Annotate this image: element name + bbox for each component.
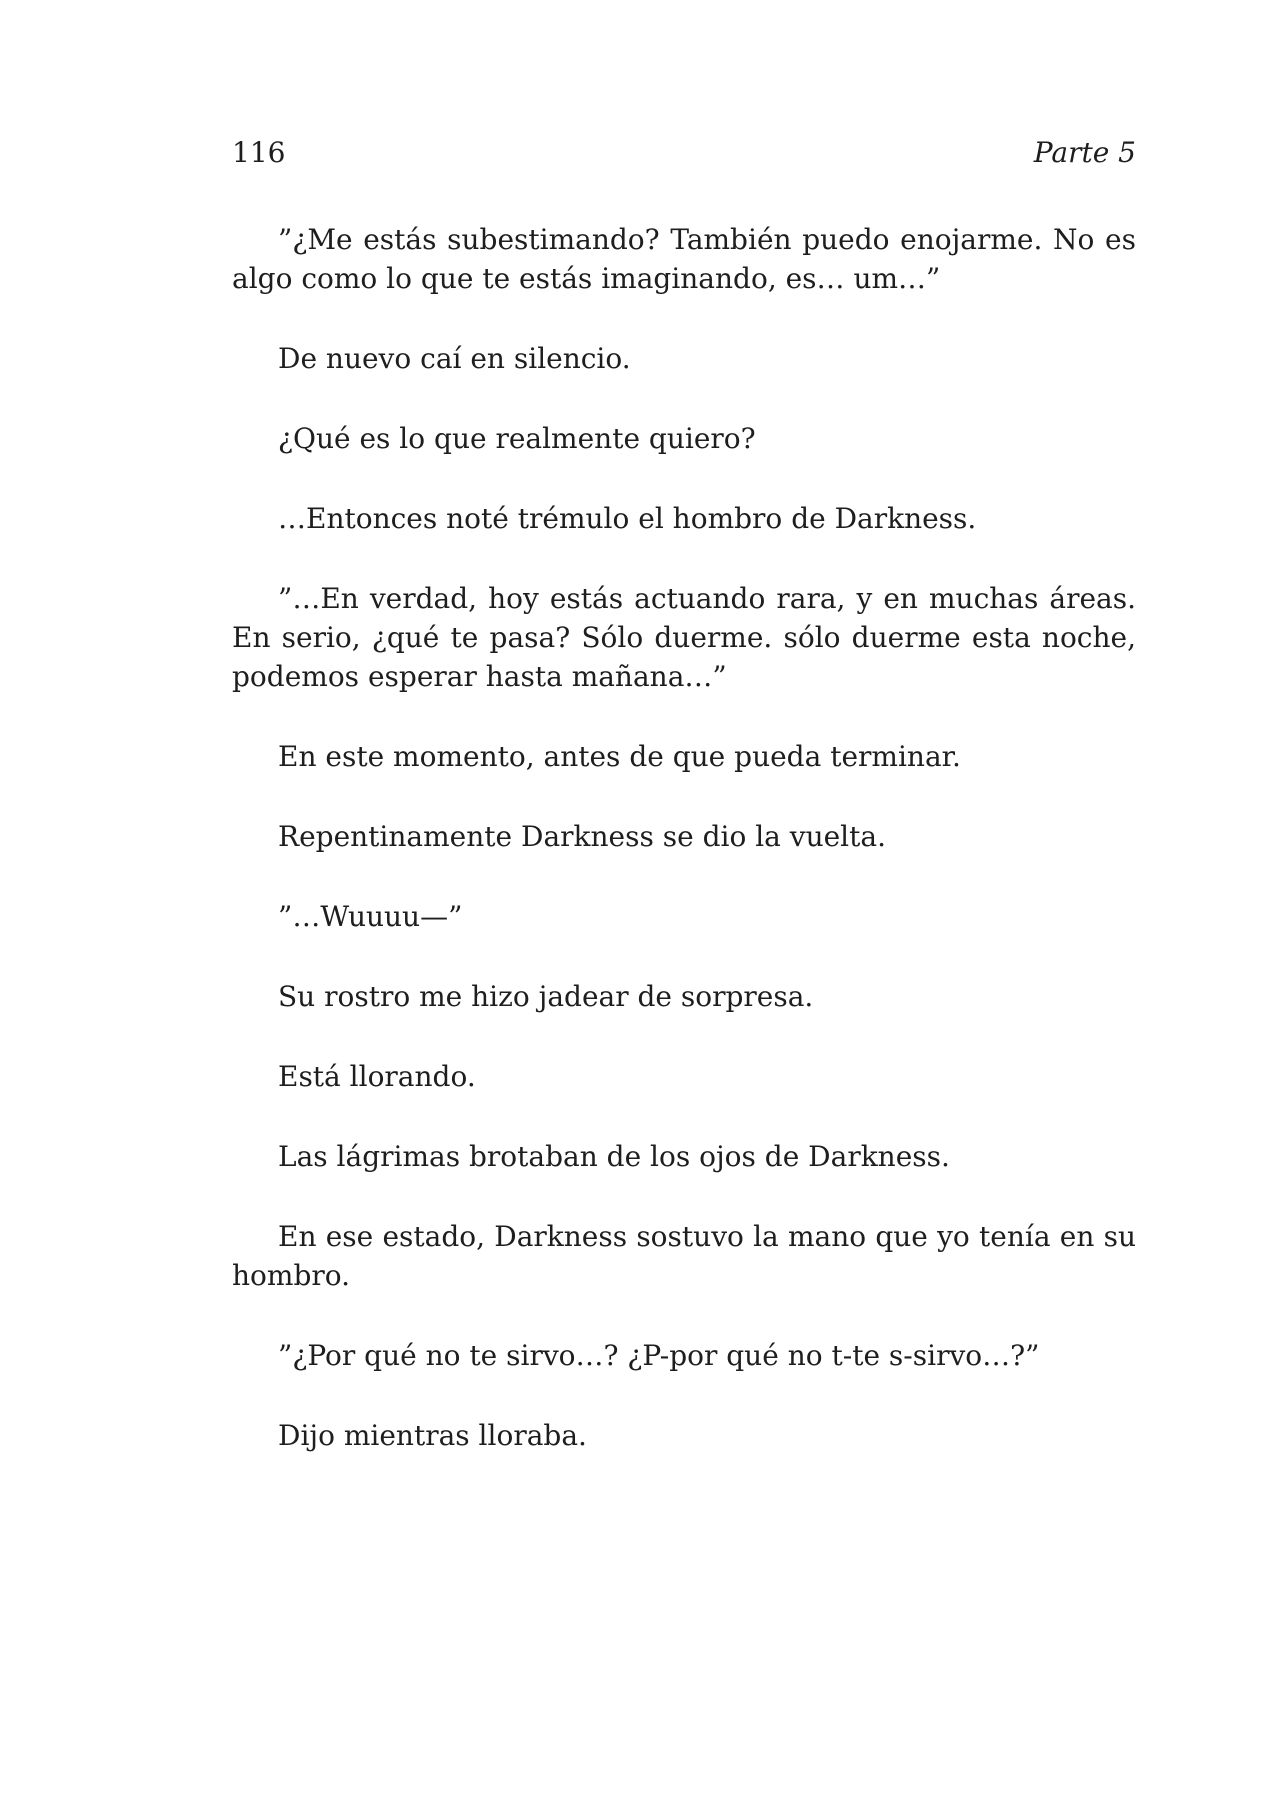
- paragraph: ¿Qué es lo que realmente quiero?: [278, 422, 756, 455]
- body-text: [232, 220, 1136, 1496]
- page-number: 116: [232, 136, 286, 169]
- running-title: Parte 5: [1033, 136, 1136, 169]
- paragraph: Repentinamente Darkness se dio la vuelta.: [278, 820, 886, 853]
- paragraph: En ese estado, Darkness sostuvo la mano que yo tenía en su hombro.: [232, 1220, 1136, 1292]
- paragraph: ”…Wuuuu—”: [278, 900, 463, 933]
- paragraph: ”…En verdad, hoy estás actuando rara, y en muchas áreas. En serio, ¿qué te pasa? Sólo duerme. sólo duerme esta noche, podemos esperar hasta mañana…”: [232, 582, 1136, 693]
- page-header: [232, 133, 1136, 173]
- paragraph: En este momento, antes de que pueda terminar.: [278, 740, 961, 773]
- paragraph: …Entonces noté trémulo el hombro de Darkness.: [278, 502, 977, 535]
- paragraph: Está llorando.: [278, 1060, 476, 1093]
- paragraph: De nuevo caí en silencio.: [278, 342, 631, 375]
- paragraph: ”¿Me estás subestimando? También puedo enojarme. No es algo como lo que te estás imaginando, es… um…”: [232, 223, 1136, 295]
- paragraph: ”¿Por qué no te sirvo…? ¿P-por qué no t-te s-sirvo…?”: [278, 1339, 1040, 1372]
- paragraph: Su rostro me hizo jadear de sorpresa.: [278, 980, 814, 1013]
- paragraph: Las lágrimas brotaban de los ojos de Darkness.: [278, 1140, 950, 1173]
- paragraph: Dijo mientras lloraba.: [278, 1419, 587, 1452]
